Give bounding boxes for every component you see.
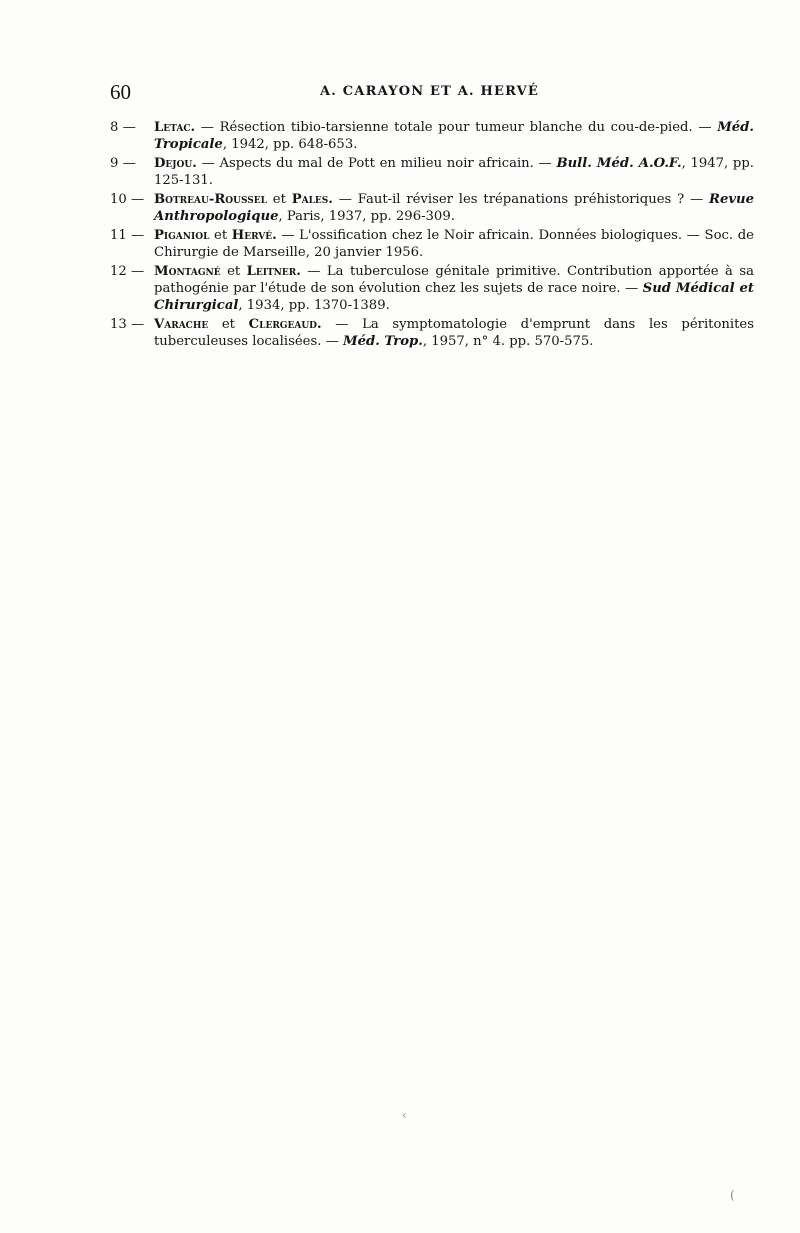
reference-list [110,119,754,352]
reference-journal: Méd. Tropicale [154,120,754,152]
reference-text: — Faut-il réviser les trépanations préhistoriques ? — [332,192,709,207]
reference-author: Clergeaud. [248,317,322,332]
reference-joiner: et [266,192,292,207]
reference-author: Leitner. [246,264,301,279]
reference-text: — La tuberculose génitale primitive. Contribution apportée à sa pathogénie par l'étude de son évolution chez les sujets de race noire. — [154,264,754,296]
page-number: 60 [110,80,131,104]
reference-citation: , 1947, pp. 125-131. [154,156,754,188]
reference-item [110,263,754,314]
reference-author: Varache [154,317,209,332]
reference-author: Botreau-Roussel [154,192,267,207]
reference-number: 9 — [110,156,136,171]
reference-author: Pales. [291,192,333,207]
reference-item [110,227,754,261]
reference-item [110,155,754,189]
reference-number: 10 — [110,192,145,207]
reference-joiner: et [209,228,232,243]
reference-text: — L'ossification chez le Noir africain. Données biologiques. — Soc. de Chirurgie de Marseille, 20 janvier 1956. [154,228,754,260]
reference-journal: Sud Médical et Chirurgical [154,281,754,313]
scan-speck: ( [730,1188,735,1202]
reference-text: — Résection tibio-tarsienne totale pour tumeur blanche du cou-de-pied. — [195,120,718,135]
page-header [110,80,750,104]
reference-author: Montagné [154,264,221,279]
reference-joiner: et [220,264,247,279]
reference-text: — Aspects du mal de Pott en milieu noir africain. — [196,156,557,171]
reference-author: Letac. [154,120,196,135]
reference-item [110,191,754,225]
reference-citation: , 1957, n° 4. pp. 570-575. [422,334,594,349]
reference-number: 13 — [110,317,145,332]
reference-number: 11 — [110,228,145,243]
reference-joiner: et [208,317,249,332]
running-head: A. CARAYON ET A. HERVÉ [320,84,540,99]
reference-item [110,316,754,350]
reference-author: Dejou. [154,156,197,171]
reference-author: Piganiol [154,228,210,243]
reference-citation: , 1942, pp. 648-653. [222,137,358,152]
reference-author: Hervé. [231,228,277,243]
reference-citation: , 1934, pp. 1370-1389. [238,298,390,313]
reference-number: 8 — [110,120,136,135]
reference-text: — La symptomatologie d'emprunt dans les péritonites tuberculeuses localisées. — [154,317,754,349]
reference-item [110,119,754,153]
reference-number: 12 — [110,264,145,279]
reference-citation: , Paris, 1937, pp. 296-309. [278,209,455,224]
reference-journal: Méd. Trop. [343,334,423,349]
reference-journal: Bull. Méd. A.O.F. [556,156,682,171]
reference-journal: Revue Anthropologique [154,192,754,224]
scan-speck: ‹ [402,1108,407,1122]
